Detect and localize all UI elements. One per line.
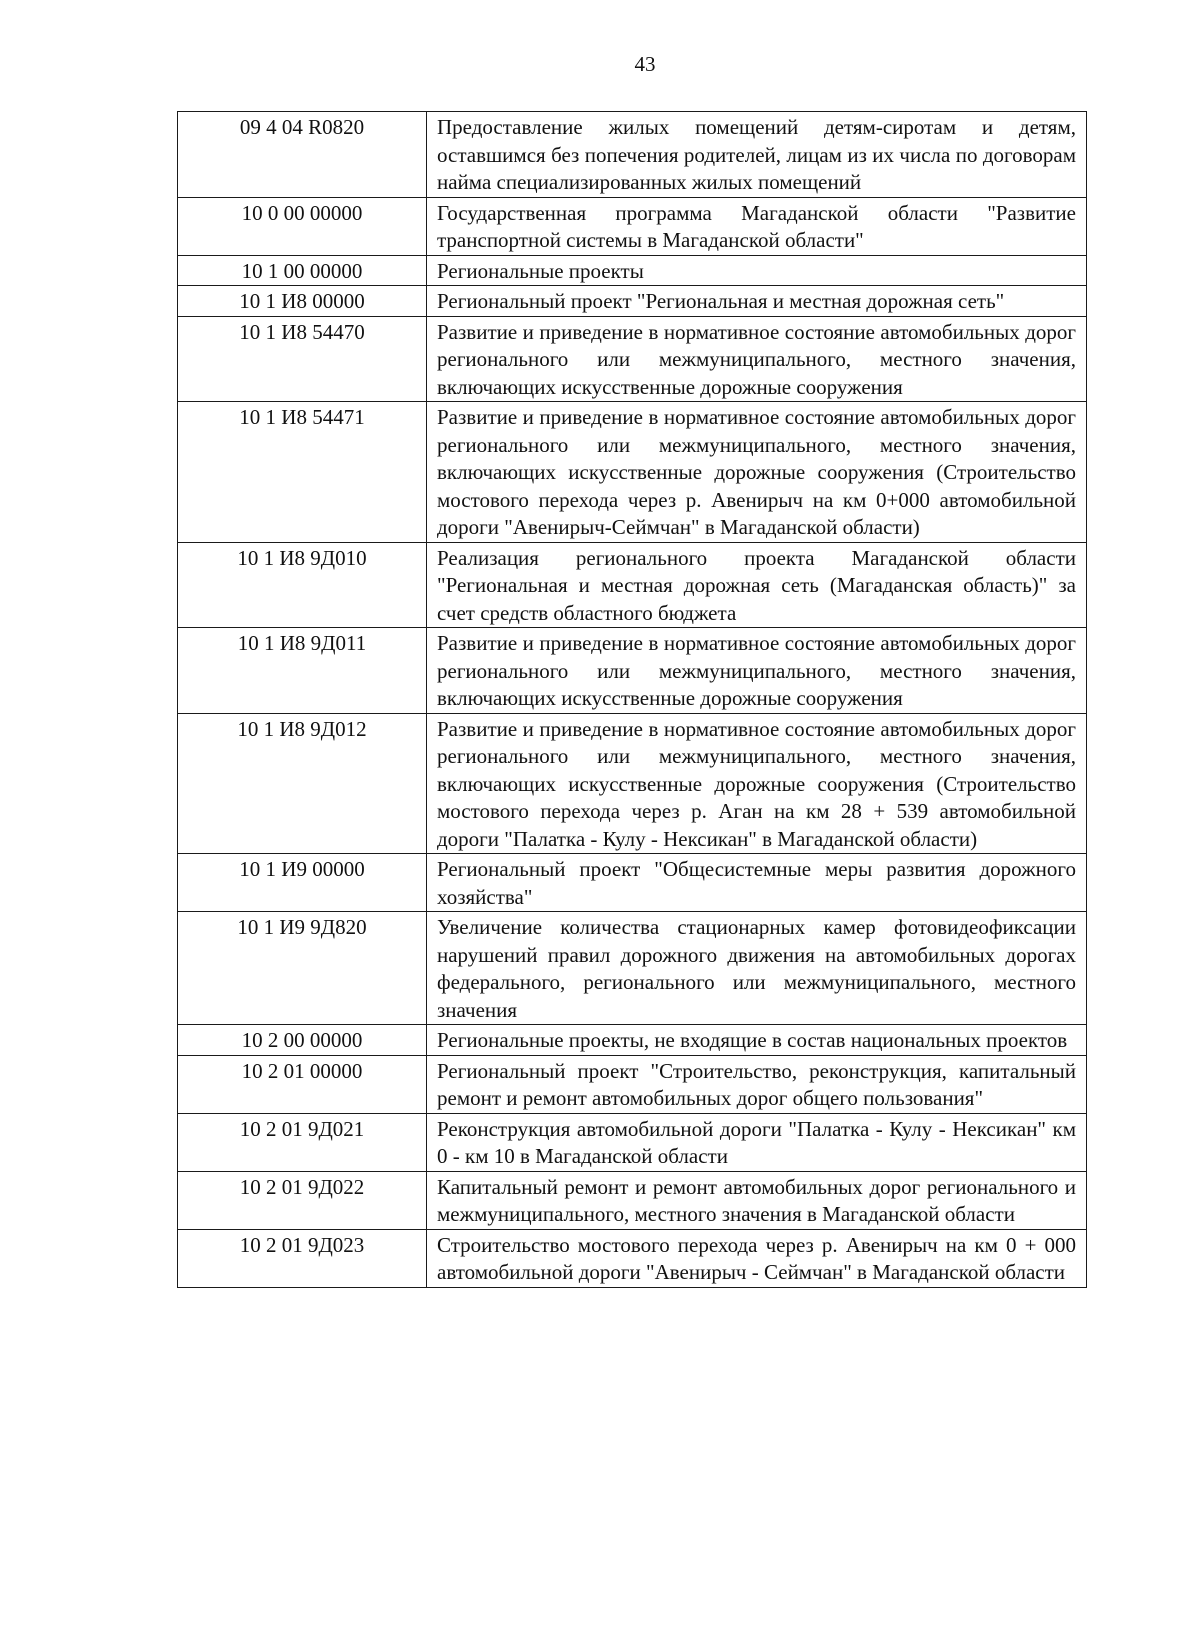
row-code: 10 1 И8 54471 [178, 402, 427, 543]
row-code: 10 1 И8 9Д010 [178, 542, 427, 628]
row-description: Развитие и приведение в нормативное состояние автомобильных дорог регионального или межмуниципального, местного значения, включающих искусственные дорожные сооружения [427, 628, 1087, 714]
row-description: Капитальный ремонт и ремонт автомобильных дорог регионального и межмуниципального, местного значения в Магаданской области [427, 1171, 1087, 1229]
table-row [178, 112, 1087, 198]
table-row [178, 1171, 1087, 1229]
row-description: Реализация регионального проекта Магаданской области "Региональная и местная дорожная сеть (Магаданская область)" за счет средств областного бюджета [427, 542, 1087, 628]
row-code: 10 1 И9 00000 [178, 854, 427, 912]
row-code: 10 2 01 9Д022 [178, 1171, 427, 1229]
table-row [178, 1113, 1087, 1171]
row-code: 10 1 И8 9Д011 [178, 628, 427, 714]
row-description: Государственная программа Магаданской области "Развитие транспортной системы в Магаданской области" [427, 197, 1087, 255]
row-code: 09 4 04 R0820 [178, 112, 427, 198]
table-row [178, 713, 1087, 854]
row-code: 10 2 01 9Д021 [178, 1113, 427, 1171]
row-description: Увеличение количества стационарных камер фотовидеофиксации нарушений правил дорожного движения на автомобильных дорогах федерального, регионального или межмуниципального, местного значения [427, 912, 1087, 1025]
row-description: Региональный проект "Общесистемные меры развития дорожного хозяйства" [427, 854, 1087, 912]
row-description: Строительство мостового перехода через р. Авенирыч на км 0 + 000 автомобильной дороги "Авенирыч - Сеймчан" в Магаданской области [427, 1229, 1087, 1287]
table-row [178, 912, 1087, 1025]
row-code: 10 0 00 00000 [178, 197, 427, 255]
table-row [178, 854, 1087, 912]
table-row [178, 255, 1087, 286]
classification-table [177, 111, 1087, 1288]
row-description: Региональный проект "Региональная и местная дорожная сеть" [427, 286, 1087, 317]
row-description: Региональный проект "Строительство, реконструкция, капитальный ремонт и ремонт автомобильных дорог общего пользования" [427, 1055, 1087, 1113]
row-code: 10 2 00 00000 [178, 1025, 427, 1056]
table-row [178, 316, 1087, 402]
page-number: 43 [634, 52, 656, 76]
table-row [178, 628, 1087, 714]
row-description: Реконструкция автомобильной дороги "Палатка - Кулу - Нексикан" км 0 - км 10 в Магаданской области [427, 1113, 1087, 1171]
table-row [178, 197, 1087, 255]
row-code: 10 1 И8 54470 [178, 316, 427, 402]
row-description: Региональные проекты, не входящие в состав национальных проектов [427, 1025, 1087, 1056]
table-row [178, 1055, 1087, 1113]
row-code: 10 1 И8 9Д012 [178, 713, 427, 854]
row-code: 10 1 00 00000 [178, 255, 427, 286]
row-code: 10 1 И9 9Д820 [178, 912, 427, 1025]
row-code: 10 2 01 00000 [178, 1055, 427, 1113]
table-row [178, 542, 1087, 628]
row-description: Развитие и приведение в нормативное состояние автомобильных дорог регионального или межмуниципального, местного значения, включающих искусственные дорожные сооружения (Строительство мостового перехода через р. Аган на км 28 + 539 автомобильной дороги "Палатка - Кулу - Нексикан" в Магаданской области) [427, 713, 1087, 854]
row-description: Развитие и приведение в нормативное состояние автомобильных дорог регионального или межмуниципального, местного значения, включающих искусственные дорожные сооружения [427, 316, 1087, 402]
row-description: Развитие и приведение в нормативное состояние автомобильных дорог регионального или межмуниципального, местного значения, включающих искусственные дорожные сооружения (Строительство мостового перехода через р. Авенирыч на км 0+000 автомобильной дороги "Авенирыч-Сеймчан" в Магаданской области) [427, 402, 1087, 543]
row-code: 10 2 01 9Д023 [178, 1229, 427, 1287]
row-description: Предоставление жилых помещений детям-сиротам и детям, оставшимся без попечения родителей, лицам из их числа по договорам найма специализированных жилых помещений [427, 112, 1087, 198]
row-description: Региональные проекты [427, 255, 1087, 286]
table-row [178, 1229, 1087, 1287]
table-row [178, 1025, 1087, 1056]
table-row [178, 402, 1087, 543]
row-code: 10 1 И8 00000 [178, 286, 427, 317]
table-row [178, 286, 1087, 317]
